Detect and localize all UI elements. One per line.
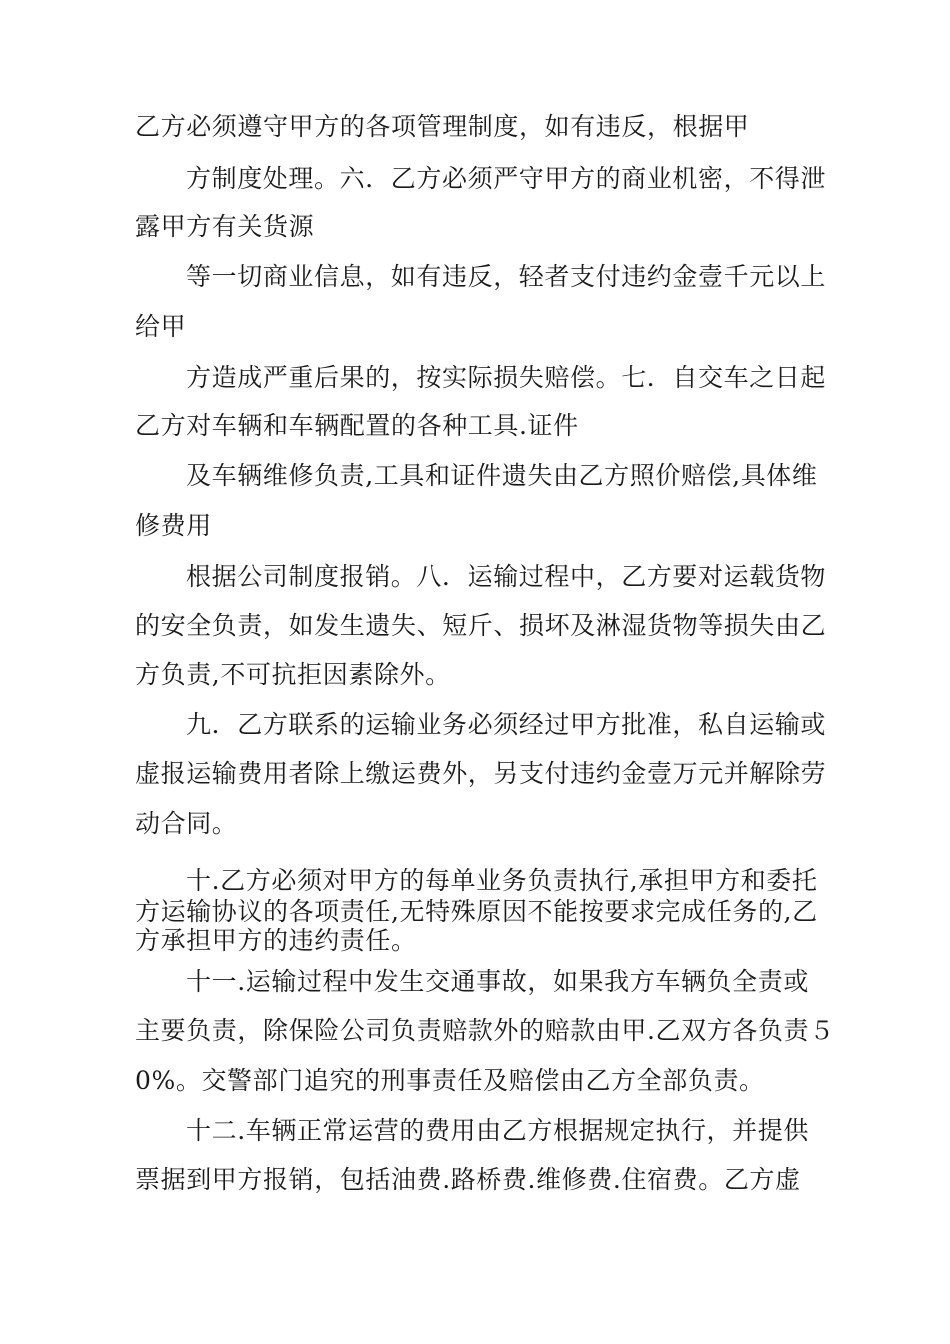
text-line: 乙方必须遵守甲方的各项管理制度，如有违反，根据甲 bbox=[135, 112, 750, 141]
text-line: 票据到甲方报销，包括油费.路桥费.维修费.住宿费。乙方虚 bbox=[135, 1165, 801, 1194]
text-line: 等一切商业信息，如有违反，轻者支付违约金壹千元以上 bbox=[186, 262, 827, 291]
text-line: 根据公司制度报销。八．运输过程中，乙方要对运载货物 bbox=[186, 562, 827, 591]
text-line: 九．乙方联系的运输业务必须经过甲方批准，私自运输或 bbox=[186, 710, 827, 739]
text-line: 的安全负责，如发生遗失、短斤、损坏及淋湿货物等损失由乙 bbox=[135, 611, 827, 640]
text-line: 修费用 bbox=[135, 511, 212, 540]
text-line: 十二.车辆正常运营的费用由乙方根据规定执行，并提供 bbox=[186, 1116, 809, 1145]
text-line: 方运输协议的各项责任,无特殊原因不能按要求完成任务的,乙 bbox=[135, 897, 818, 926]
text-line: 方负责,不可抗拒因素除外。 bbox=[135, 660, 451, 689]
text-line: 露甲方有关货源 bbox=[135, 212, 315, 241]
text-line: 方制度处理。六．乙方必须严守甲方的商业机密，不得泄 bbox=[186, 164, 827, 193]
text-line: 动合同。 bbox=[135, 809, 238, 838]
text-line: 方承担甲方的违约责任。 bbox=[135, 926, 417, 955]
text-line: 及车辆维修负责,工具和证件遗失由乙方照价赔偿,具体维 bbox=[186, 461, 818, 490]
text-line: 给甲 bbox=[135, 312, 187, 341]
text-line: 虚报运输费用者除上缴运费外，另支付违约金壹万元并解除劳 bbox=[135, 759, 827, 788]
text-line: 乙方对车辆和车辆配置的各种工具.证件 bbox=[135, 411, 579, 440]
text-line: 主要负责，除保险公司负责赔款外的赔款由甲.乙双方各负责５ bbox=[135, 1016, 835, 1045]
text-line: 0%。交警部门追究的刑事责任及赔偿由乙方全部负责。 bbox=[135, 1066, 765, 1095]
text-line: 十.乙方必须对甲方的每单业务负责执行,承担甲方和委托 bbox=[186, 866, 818, 895]
text-line: 方造成严重后果的，按实际损失赔偿。七．自交车之日起 bbox=[186, 363, 827, 392]
text-line: 十一.运输过程中发生交通事故，如果我方车辆负全责或 bbox=[186, 967, 809, 996]
